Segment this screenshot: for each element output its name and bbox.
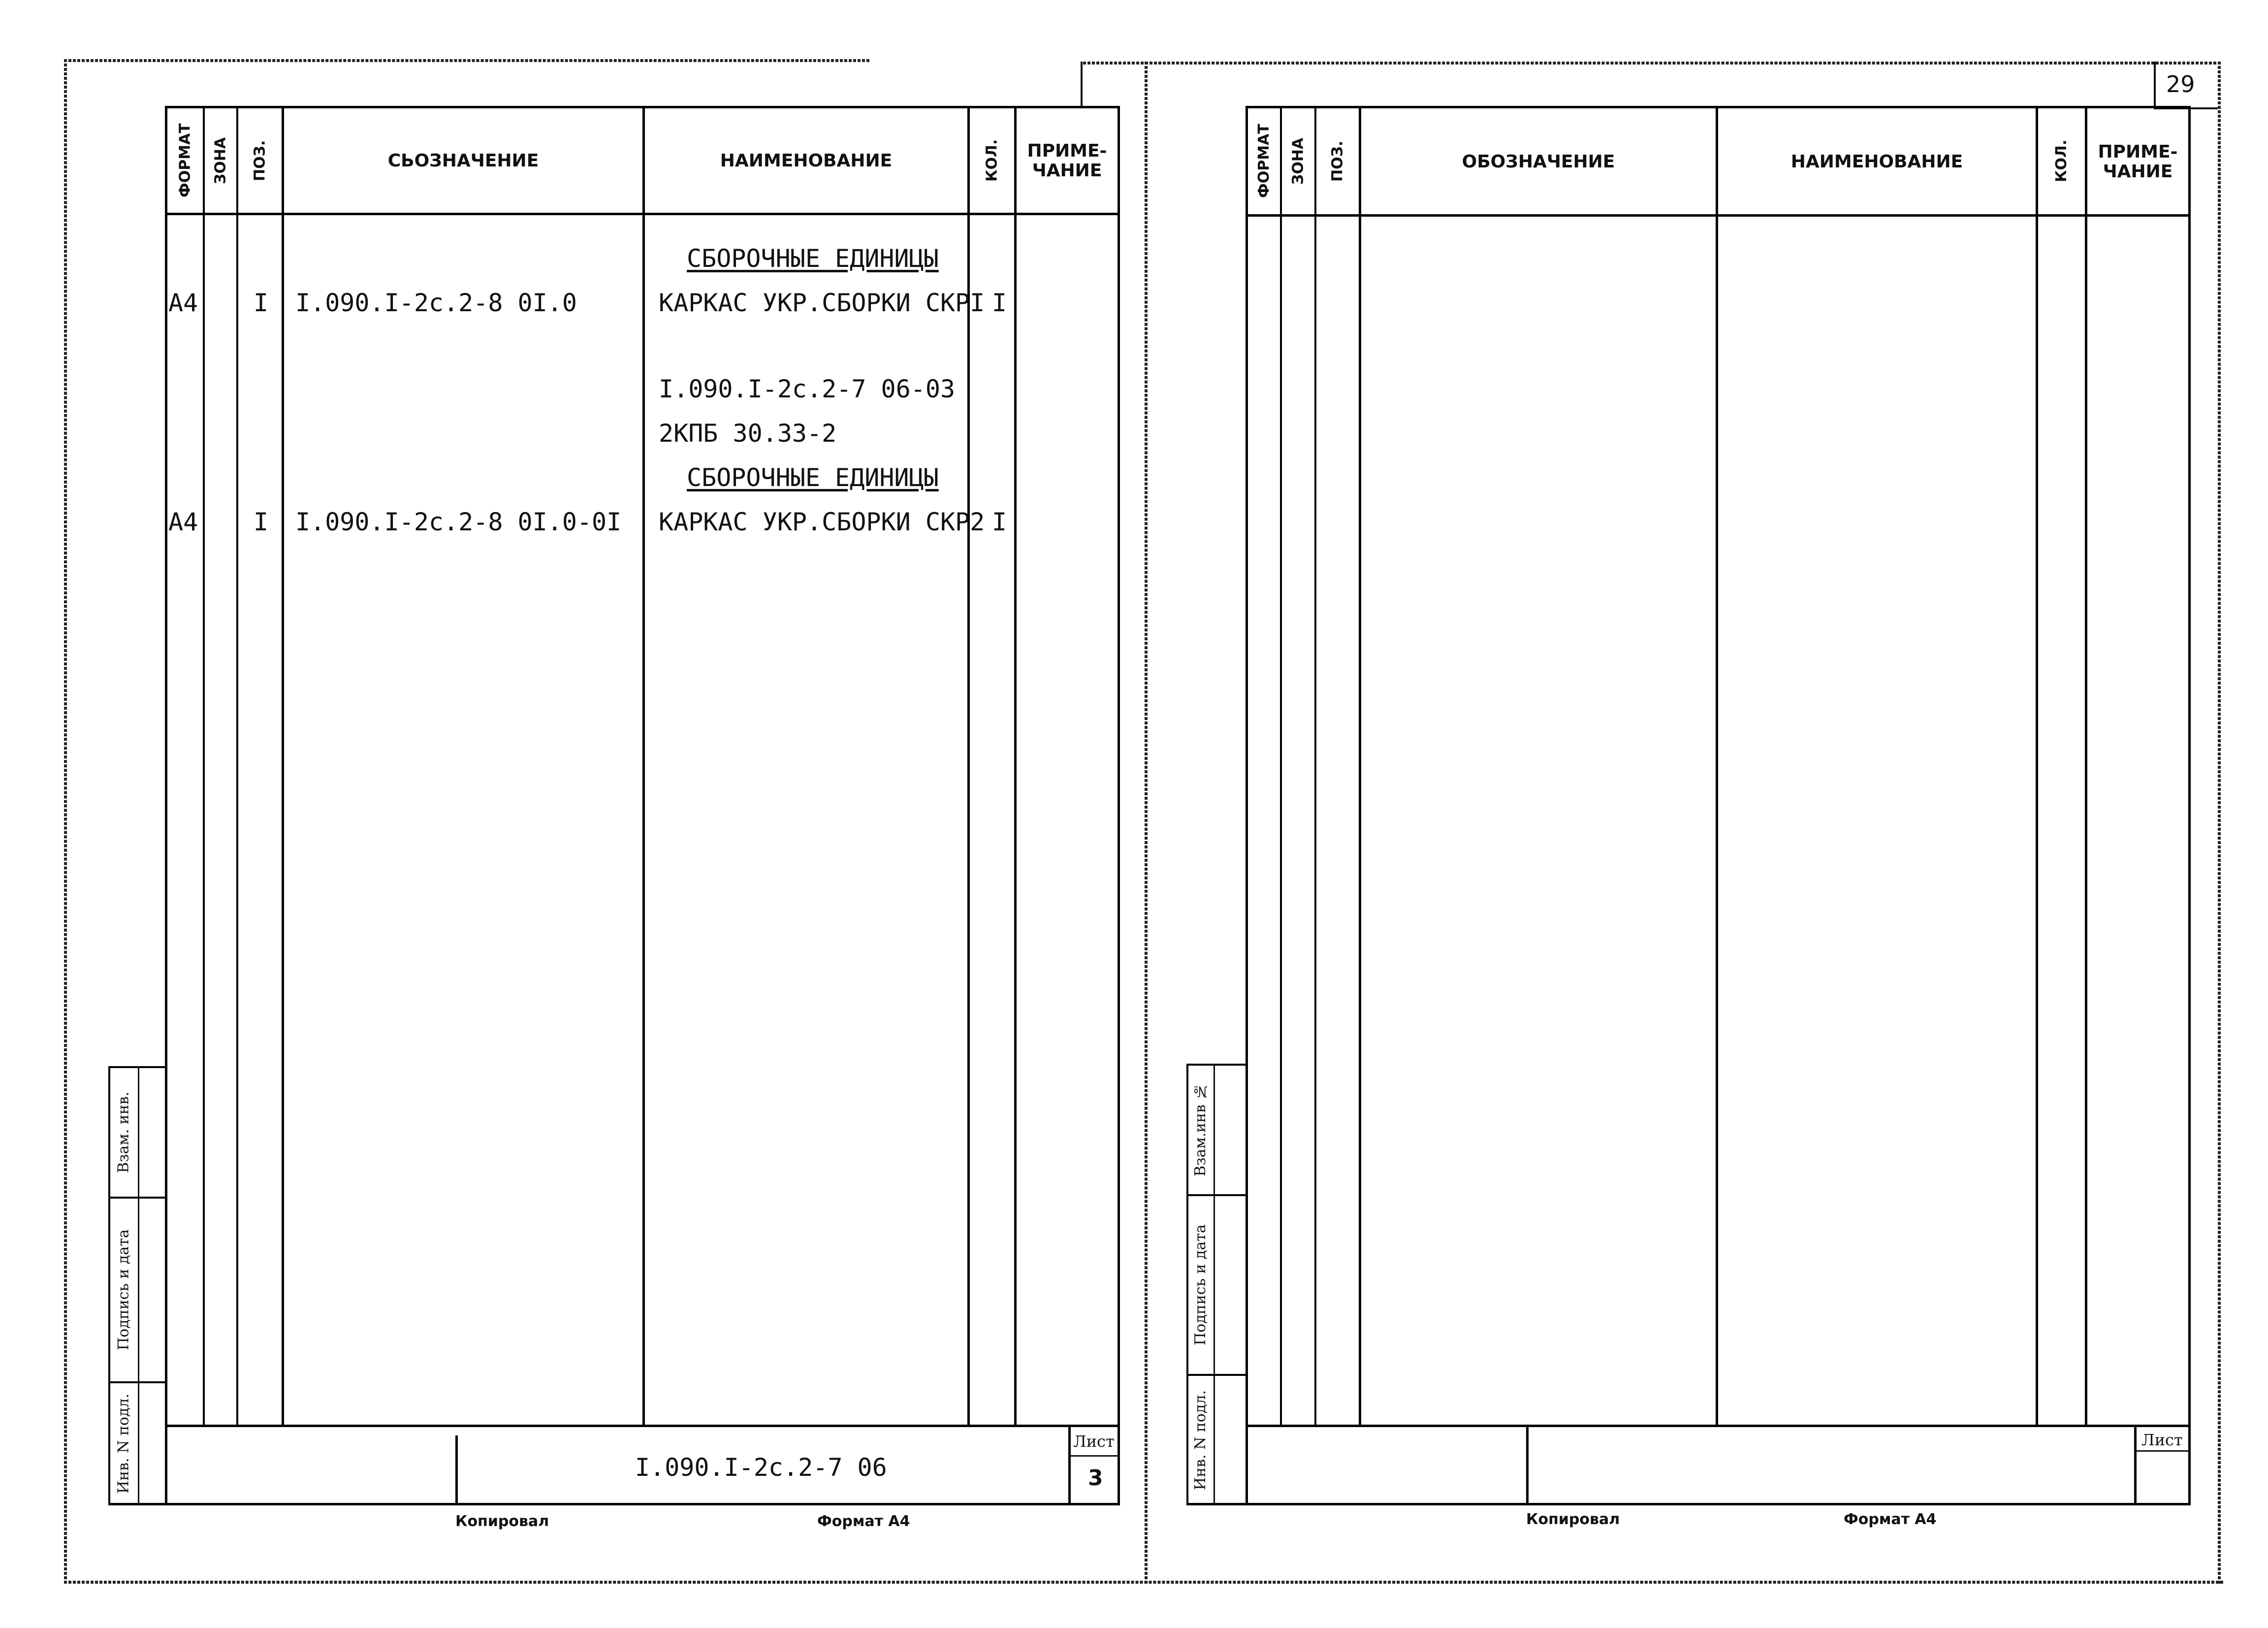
left-stamp-sheet-left bbox=[1068, 1425, 1071, 1503]
right-header-bottom bbox=[1246, 214, 2191, 217]
right-side-label-3: Взам.инв № bbox=[1192, 1082, 1209, 1177]
left-stamp-bottom bbox=[108, 1503, 1120, 1505]
right-copied: Копировал bbox=[1526, 1511, 1620, 1528]
right-hdr-format: ФОРМАТ bbox=[1255, 124, 1273, 198]
left-row-1-qty: I bbox=[992, 289, 1007, 317]
left-stamp-top bbox=[165, 1425, 1120, 1427]
right-side-inner bbox=[1214, 1064, 1215, 1504]
right-col-pos bbox=[1314, 106, 1316, 1426]
right-format-label: Формат А4 bbox=[1844, 1511, 1937, 1528]
right-col-desig bbox=[1359, 106, 1361, 1426]
left-side-div-2 bbox=[108, 1381, 167, 1383]
left-hdr-note: ПРИМЕ- ЧАНИЕ bbox=[1027, 141, 1107, 181]
left-row-section-2: СБОРОЧНЫЕ ЕДИНИЦЫ bbox=[687, 463, 939, 492]
left-row-5-designation: I.090.I-2с.2-8 0I.0-0I bbox=[295, 508, 622, 536]
left-copied: Копировал bbox=[455, 1513, 549, 1530]
left-row-2-name: I.090.I-2с.2-7 06-03 bbox=[659, 375, 956, 403]
right-col-zone bbox=[1280, 106, 1282, 1426]
left-hdr-qty: КОЛ. bbox=[983, 139, 1001, 182]
left-side-label-1: Инв. N подл. bbox=[115, 1393, 132, 1494]
left-stamp-sheet-mid bbox=[1068, 1455, 1120, 1457]
right-hdr-designation: ОБОЗНАЧЕНИЕ bbox=[1462, 151, 1615, 172]
left-row-1-format: А4 bbox=[168, 289, 198, 317]
top-tick bbox=[1081, 62, 1083, 106]
right-hdr-zone: ЗОНА bbox=[1289, 137, 1307, 185]
left-sheet-number: 3 bbox=[1088, 1465, 1103, 1491]
right-hdr-name: НАИМЕНОВАНИЕ bbox=[1790, 151, 1963, 172]
left-col-name bbox=[642, 106, 645, 1426]
left-hdr-pos: ПОЗ. bbox=[251, 140, 269, 181]
right-stamp-top bbox=[1246, 1425, 2191, 1427]
right-hdr-pos: ПОЗ. bbox=[1329, 140, 1346, 182]
left-format-label: Формат А4 bbox=[817, 1513, 910, 1530]
right-stamp-sheet-mid bbox=[2134, 1450, 2191, 1452]
right-col-qty bbox=[2036, 106, 2038, 1426]
outer-frame-left bbox=[64, 59, 67, 1584]
left-col-zone bbox=[203, 106, 205, 1426]
center-fold-line bbox=[1145, 62, 1148, 1584]
right-col-name bbox=[1716, 106, 1718, 1426]
right-hdr-note: ПРИМЕ- ЧАНИЕ bbox=[2098, 141, 2178, 182]
left-row-section-1: СБОРОЧНЫЕ ЕДИНИЦЫ bbox=[687, 244, 939, 273]
outer-frame-top-left bbox=[64, 59, 869, 62]
page-number: 29 bbox=[2166, 71, 2195, 98]
left-col-desig bbox=[282, 106, 284, 1426]
right-frame-right bbox=[2188, 106, 2191, 1504]
left-hdr-format: ФОРМАТ bbox=[176, 123, 194, 198]
left-row-5-pos: I bbox=[254, 508, 269, 536]
left-row-5-name: КАРКАС УКР.СБОРКИ СКР2 bbox=[659, 508, 985, 536]
right-side-div-2 bbox=[1186, 1374, 1248, 1376]
left-row-5-format: А4 bbox=[168, 508, 198, 536]
right-side-label-1: Инв. N подл. bbox=[1192, 1390, 1209, 1490]
outer-frame-top-right bbox=[1083, 62, 2221, 65]
right-hdr-qty: КОЛ. bbox=[2053, 139, 2070, 183]
left-hdr-zone: ЗОНА bbox=[212, 137, 229, 184]
right-frame-top bbox=[1246, 106, 2191, 108]
left-stamp-code: I.090.I-2с.2-7 06 bbox=[635, 1453, 887, 1482]
left-row-1-name: КАРКАС УКР.СБОРКИ СКРI bbox=[659, 289, 985, 317]
left-sheet-label: Лист bbox=[1073, 1432, 1115, 1451]
left-side-label-2: Подпись и дата bbox=[115, 1229, 132, 1350]
left-col-note bbox=[1014, 106, 1017, 1426]
left-row-1-designation: I.090.I-2с.2-8 0I.0 bbox=[295, 289, 577, 317]
left-row-5-qty: I bbox=[992, 508, 1007, 536]
outer-frame-bottom bbox=[64, 1581, 2223, 1584]
right-col-note bbox=[2085, 106, 2087, 1426]
right-stamp-sheet-left bbox=[2134, 1425, 2137, 1503]
left-hdr-name: НАИМЕНОВАНИЕ bbox=[720, 151, 893, 171]
left-row-1-pos: I bbox=[254, 289, 269, 317]
left-frame-right bbox=[1118, 106, 1120, 1504]
right-stamp-bottom bbox=[1186, 1503, 2191, 1505]
left-side-div-1 bbox=[108, 1197, 167, 1199]
left-stamp-div bbox=[455, 1435, 458, 1504]
left-side-inner bbox=[138, 1066, 139, 1504]
outer-frame-right bbox=[2218, 62, 2221, 1584]
left-col-pos bbox=[236, 106, 238, 1426]
right-side-top bbox=[1186, 1064, 1248, 1066]
left-hdr-designation: СЬОЗНАЧЕНИЕ bbox=[387, 151, 539, 171]
left-row-3-name: 2КПБ 30.33-2 bbox=[659, 419, 837, 448]
right-stamp-div bbox=[1526, 1425, 1529, 1503]
right-side-label-2: Подпись и дата bbox=[1192, 1224, 1209, 1346]
right-sheet-label: Лист bbox=[2141, 1431, 2183, 1449]
right-frame-left bbox=[1246, 106, 1248, 1504]
right-side-div-1 bbox=[1186, 1194, 1248, 1196]
left-side-label-3: Взам. инв. bbox=[115, 1091, 132, 1173]
left-frame-left bbox=[165, 106, 167, 1504]
page-box-left bbox=[2154, 62, 2156, 108]
